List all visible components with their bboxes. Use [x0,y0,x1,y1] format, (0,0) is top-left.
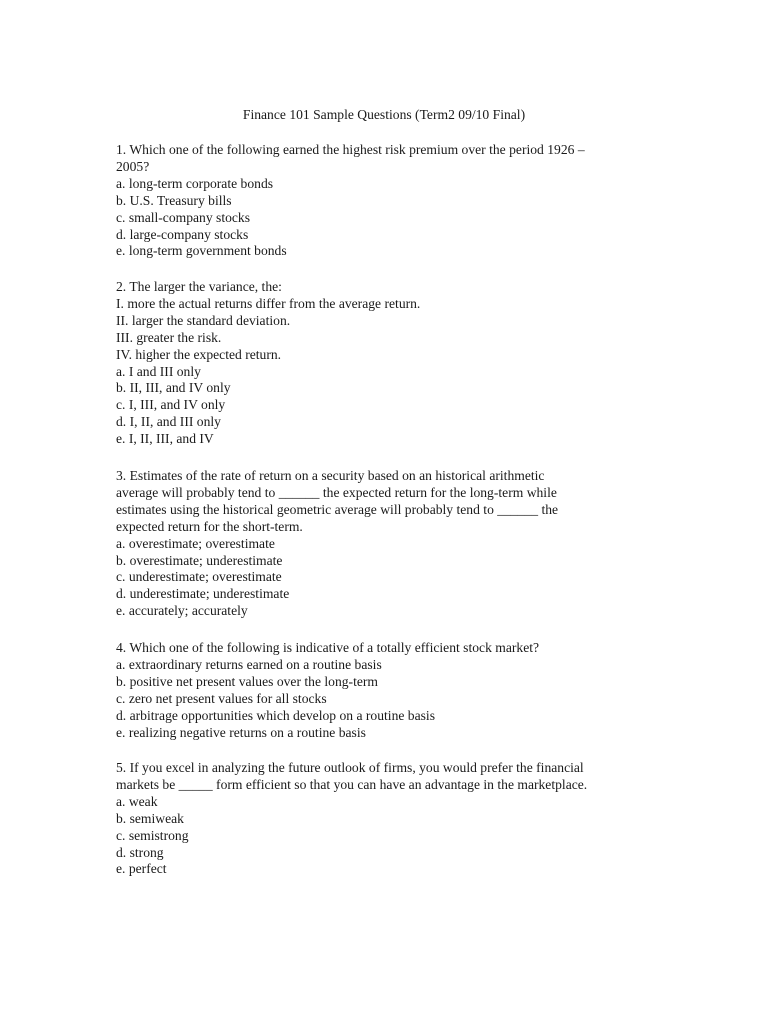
question-3 [116,468,661,620]
question-3-stem-line: expected return for the short-term. [116,518,303,534]
question-5-stem-line: markets be _____ form efficient so that you can have an advantage in the marketplace. [116,776,588,792]
question-3-option-e: e. accurately; accurately [116,603,248,619]
question-2-statement-iv: IV. higher the expected return. [116,346,282,362]
question-3-option-d: d. underestimate; underestimate [116,586,290,602]
question-3-stem-line: average will probably tend to ______ the expected return for the long-term while [116,484,557,500]
question-4-stem-line: 4. Which one of the following is indicative of a totally efficient stock market? [116,640,540,655]
question-5-option-d: d. strong [116,844,164,860]
question-3-option-c: c. underestimate; overestimate [116,569,282,585]
question-4-option-b: b. positive net present values over the long-term [116,673,378,689]
question-1-option-c: c. small-company stocks [116,209,251,225]
question-2-stem-line: 2. The larger the variance, the: [116,279,282,294]
question-4 [116,640,661,741]
question-4-option-d: d. arbitrage opportunities which develop on a routine basis [116,707,435,723]
question-5-option-c: c. semistrong [116,827,189,843]
question-2-statement-i: I. more the actual returns differ from the average return. [116,295,421,311]
question-3-stem-line: 3. Estimates of the rate of return on a security based on an historical arithmetic [116,468,545,483]
question-5-option-b: b. semiweak [116,810,184,826]
question-2-statement-ii: II. larger the standard deviation. [116,312,291,328]
question-1-stem-line: 1. Which one of the following earned the highest risk premium over the period 1926 – [116,142,585,157]
question-1-option-d: d. large-company stocks [116,226,249,242]
question-5-option-e: e. perfect [116,861,167,877]
question-1-stem-line: 2005? [116,158,150,174]
question-4-option-e: e. realizing negative returns on a routine basis [116,724,366,740]
document-title: Finance 101 Sample Questions (Term2 09/10 Final) [242,107,526,122]
question-2-option-c: c. I, III, and IV only [116,397,226,413]
question-5-stem-line: 5. If you excel in analyzing the future outlook of firms, you would prefer the financial [116,760,584,775]
question-5 [116,760,661,878]
question-1-option-b: b. U.S. Treasury bills [116,192,232,208]
question-5-option-a: a. weak [116,793,158,809]
question-2-option-a: a. I and III only [116,363,201,379]
question-2-option-b: b. II, III, and IV only [116,380,231,396]
question-3-option-b: b. overestimate; underestimate [116,552,283,568]
question-1-option-e: e. long-term government bonds [116,243,287,259]
question-2-option-d: d. I, II, and III only [116,414,221,430]
question-1-option-a: a. long-term corporate bonds [116,175,274,191]
question-2-option-e: e. I, II, III, and IV [116,431,214,447]
question-2 [116,279,661,448]
question-4-option-a: a. extraordinary returns earned on a routine basis [116,656,382,672]
question-1 [116,142,661,260]
question-3-option-a: a. overestimate; overestimate [116,535,275,551]
question-3-stem-line: estimates using the historical geometric average will probably tend to ______ the [116,501,559,517]
question-2-statement-iii: III. greater the risk. [116,329,222,345]
question-4-option-c: c. zero net present values for all stocks [116,690,327,706]
